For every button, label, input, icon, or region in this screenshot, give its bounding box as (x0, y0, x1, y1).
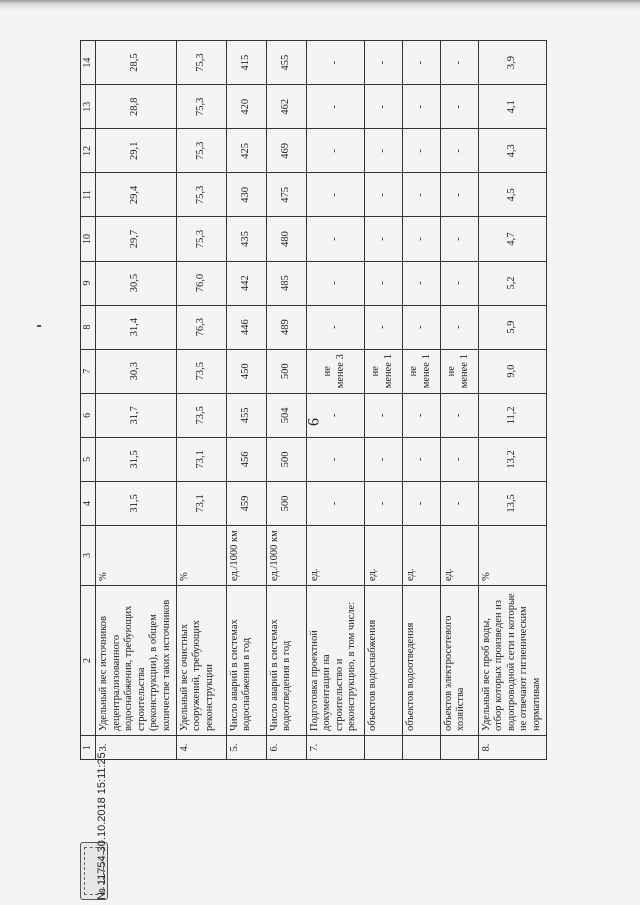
row-index: 3. (96, 736, 177, 760)
value-cell: - (440, 481, 478, 525)
column-number: 7 (81, 349, 96, 393)
value-cell: 31,7 (96, 393, 177, 437)
value-cell: 500 (266, 481, 306, 525)
value-cell: 31,5 (96, 481, 177, 525)
value-cell: 28,8 (96, 85, 177, 129)
row-index: 7. (306, 736, 364, 760)
value-cell: 13,2 (478, 437, 546, 481)
column-number: 3 (81, 526, 96, 586)
indicator-name: Число аварий в системах водоснабжения в год (226, 586, 266, 736)
value-cell: - (306, 437, 364, 481)
value-cell: 75,3 (176, 173, 226, 217)
value-cell: 75,3 (176, 129, 226, 173)
table-row (226, 41, 266, 760)
value-cell: 11,2 (478, 393, 546, 437)
value-cell: - (440, 85, 478, 129)
value-cell: 442 (226, 261, 266, 305)
value-cell: 73,1 (176, 437, 226, 481)
table-row (478, 41, 546, 760)
value-cell: - (306, 217, 364, 261)
value-cell: - (440, 393, 478, 437)
scan-mark (37, 325, 41, 327)
value-cell: 29,7 (96, 217, 177, 261)
value-cell: - (306, 41, 364, 85)
unit-cell: ед. (402, 526, 440, 586)
row-index: 8. (478, 736, 546, 760)
value-cell: 28,5 (96, 41, 177, 85)
table-body (96, 41, 547, 760)
table-row (364, 41, 402, 760)
value-cell: 4,1 (478, 85, 546, 129)
value-cell: 29,1 (96, 129, 177, 173)
value-cell: - (402, 217, 440, 261)
value-cell: - (306, 261, 364, 305)
value-cell: 30,5 (96, 261, 177, 305)
unit-cell: ед. (440, 526, 478, 586)
value-cell: 4,7 (478, 217, 546, 261)
row-index (402, 736, 440, 760)
value-cell: 29,4 (96, 173, 177, 217)
value-cell: - (402, 85, 440, 129)
value-cell: 31,5 (96, 437, 177, 481)
value-cell: - (402, 305, 440, 349)
value-cell: 435 (226, 217, 266, 261)
page-number: 9 (304, 418, 321, 426)
value-cell: 9,0 (478, 349, 546, 393)
indicator-name: объектов водоотведения (402, 586, 440, 736)
value-cell: 73,5 (176, 349, 226, 393)
value-cell: не менее 1 (364, 349, 402, 393)
value-cell: не менее 1 (440, 349, 478, 393)
value-cell: - (306, 393, 364, 437)
value-cell: 75,3 (176, 41, 226, 85)
column-number-row (81, 41, 96, 760)
value-cell: - (402, 261, 440, 305)
indicators-table (80, 40, 547, 760)
value-cell: 4,3 (478, 129, 546, 173)
value-cell: 462 (266, 85, 306, 129)
value-cell: - (440, 41, 478, 85)
rotated-table-container (80, 40, 640, 760)
value-cell: 430 (226, 173, 266, 217)
value-cell: - (440, 305, 478, 349)
value-cell: 30,3 (96, 349, 177, 393)
value-cell: 455 (266, 41, 306, 85)
value-cell: 73,1 (176, 481, 226, 525)
table-row (176, 41, 226, 760)
value-cell: 415 (226, 41, 266, 85)
value-cell: 500 (266, 437, 306, 481)
value-cell: - (306, 305, 364, 349)
value-cell: 480 (266, 217, 306, 261)
row-index: 4. (176, 736, 226, 760)
value-cell: 75,3 (176, 85, 226, 129)
value-cell: - (364, 393, 402, 437)
value-cell: 489 (266, 305, 306, 349)
value-cell: - (306, 85, 364, 129)
value-cell: 13,5 (478, 481, 546, 525)
row-index (364, 736, 402, 760)
value-cell: 31,4 (96, 305, 177, 349)
value-cell: 73,5 (176, 393, 226, 437)
unit-cell: ед./1000 км (226, 526, 266, 586)
table-row (402, 41, 440, 760)
value-cell: 450 (226, 349, 266, 393)
value-cell: 425 (226, 129, 266, 173)
column-number: 9 (81, 261, 96, 305)
indicator-name: Подготовка проектной документации на строительство и реконструкцию, в том числе: (306, 586, 364, 736)
indicator-name: Число аварий в системах водоотведения в год (266, 586, 306, 736)
unit-cell: ед. (306, 526, 364, 586)
row-index: 6. (266, 736, 306, 760)
value-cell: - (306, 173, 364, 217)
column-number: 8 (81, 305, 96, 349)
value-cell: - (440, 217, 478, 261)
value-cell: 5,2 (478, 261, 546, 305)
value-cell: - (364, 437, 402, 481)
unit-cell: ед. (364, 526, 402, 586)
indicator-name: Удельный вес очистных сооружений, требующих реконструкции (176, 586, 226, 736)
value-cell: 485 (266, 261, 306, 305)
document-footer: № 11754 30.10.2018 15:11:25 (96, 752, 108, 900)
column-number: 4 (81, 481, 96, 525)
value-cell: 459 (226, 481, 266, 525)
column-number: 10 (81, 217, 96, 261)
column-number: 5 (81, 437, 96, 481)
value-cell: 75,3 (176, 217, 226, 261)
unit-cell: ед./1000 км (266, 526, 306, 586)
value-cell: - (364, 261, 402, 305)
value-cell: - (402, 393, 440, 437)
value-cell: - (364, 85, 402, 129)
value-cell: - (364, 173, 402, 217)
value-cell: - (402, 173, 440, 217)
value-cell: - (440, 129, 478, 173)
value-cell: - (440, 437, 478, 481)
value-cell: - (402, 481, 440, 525)
table-row (440, 41, 478, 760)
unit-cell: % (96, 526, 177, 586)
column-number: 12 (81, 129, 96, 173)
value-cell: 456 (226, 437, 266, 481)
value-cell: - (364, 41, 402, 85)
scan-top-edge (0, 0, 640, 10)
indicator-name: Удельный вес проб воды, отбор которых произведен из водопроводной сети и которые не отвечают гигиеническим нормативам (478, 586, 546, 736)
value-cell: 446 (226, 305, 266, 349)
value-cell: 3,9 (478, 41, 546, 85)
indicator-name: объектов водоснабжения (364, 586, 402, 736)
unit-cell: % (478, 526, 546, 586)
column-number: 1 (81, 736, 96, 760)
indicator-name: объектов электросетевого хозяйства (440, 586, 478, 736)
value-cell: - (306, 129, 364, 173)
row-index (440, 736, 478, 760)
value-cell: - (364, 217, 402, 261)
column-number: 6 (81, 393, 96, 437)
value-cell: 4,5 (478, 173, 546, 217)
value-cell: - (440, 173, 478, 217)
column-number: 13 (81, 85, 96, 129)
value-cell: 5,9 (478, 305, 546, 349)
table-row (266, 41, 306, 760)
value-cell: 455 (226, 393, 266, 437)
value-cell: 475 (266, 173, 306, 217)
value-cell: - (402, 437, 440, 481)
value-cell: 469 (266, 129, 306, 173)
value-cell: - (440, 261, 478, 305)
value-cell: не менее 1 (402, 349, 440, 393)
value-cell: не менее 3 (306, 349, 364, 393)
value-cell: - (402, 129, 440, 173)
value-cell: 76,0 (176, 261, 226, 305)
value-cell: 420 (226, 85, 266, 129)
indicator-name: Удельный вес источников децентрализованного водоснабжения, требующих строительства (реконструкции), в общем количестве таких источников (96, 586, 177, 736)
row-index: 5. (226, 736, 266, 760)
value-cell: - (364, 481, 402, 525)
column-number: 11 (81, 173, 96, 217)
unit-cell: % (176, 526, 226, 586)
table-row (96, 41, 177, 760)
value-cell: - (402, 41, 440, 85)
value-cell: - (306, 481, 364, 525)
value-cell: - (364, 305, 402, 349)
column-number: 2 (81, 586, 96, 736)
value-cell: 76,3 (176, 305, 226, 349)
value-cell: 500 (266, 349, 306, 393)
column-number: 14 (81, 41, 96, 85)
value-cell: - (364, 129, 402, 173)
value-cell: 504 (266, 393, 306, 437)
table-row (306, 41, 364, 760)
